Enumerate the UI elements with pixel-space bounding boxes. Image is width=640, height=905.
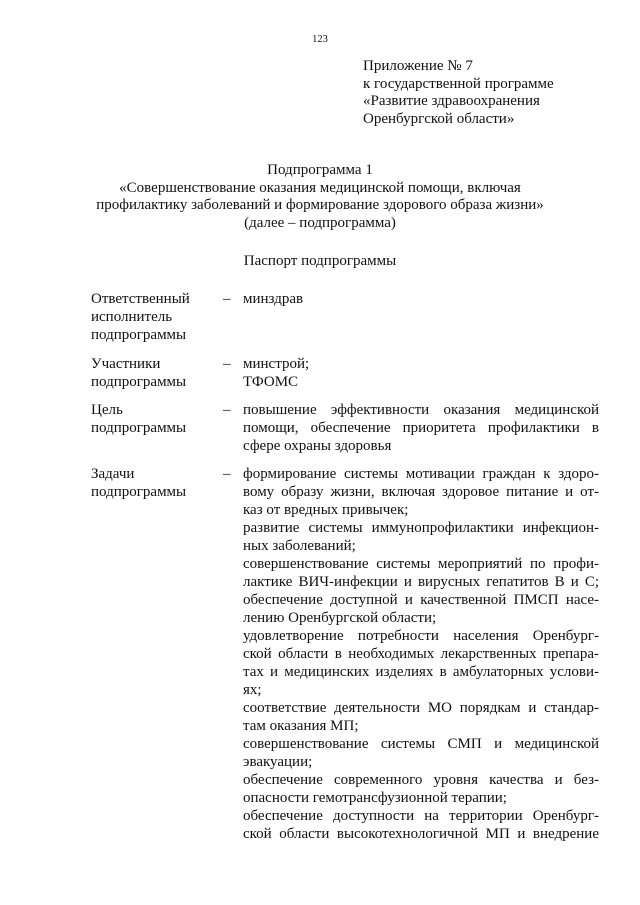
value-line: эвакуации;: [243, 754, 313, 770]
label-line: Цель: [91, 402, 123, 418]
row-value: [243, 465, 599, 843]
label-line: подпрограммы: [91, 327, 187, 343]
row-value: [243, 401, 599, 455]
value-line: минстрой;: [243, 356, 310, 372]
row-label: [91, 355, 221, 391]
value-line: обеспечение современного уровня качества и без-: [243, 772, 599, 788]
value-line: тах и медицинских изделиях в амбулаторных услови-: [243, 664, 599, 680]
value-line: сфере охраны здоровья: [243, 438, 392, 454]
value-line: развитие системы иммунопрофилактики инфекцион-: [243, 520, 599, 536]
value-line: обеспечение доступной и качественной ПМСП насе-: [243, 592, 599, 608]
appendix-line: Оренбургской области»: [363, 110, 515, 127]
value-line: ях;: [243, 682, 262, 698]
row-dash: –: [223, 291, 231, 307]
value-line: там оказания МП;: [243, 718, 359, 734]
row-label: [91, 401, 221, 437]
label-line: Ответственный: [91, 291, 190, 307]
value-line: ской области высокотехнологичной МП и внедрение: [243, 826, 599, 842]
value-line: лактике ВИЧ-инфекции и вирусных гепатитов В и С;: [243, 574, 599, 590]
row-value: [243, 355, 599, 391]
row-label: [91, 465, 221, 501]
value-line: удовлетворение потребности населения Оренбург-: [243, 628, 599, 644]
row-dash: –: [223, 402, 231, 418]
title-line: (далее – подпрограмма): [244, 214, 396, 231]
title-line: профилактику заболеваний и формирование здорового образа жизни»: [96, 197, 544, 213]
appendix-line: к государственной программе: [363, 75, 554, 92]
value-line: вому образу жизни, включая здоровое питание и от-: [243, 484, 599, 500]
title-line: «Совершенствование оказания медицинской помощи, включая: [119, 179, 521, 196]
value-line: совершенствование системы СМП и медицинской: [243, 736, 599, 752]
passport-title: Паспорт подпрограммы: [243, 253, 397, 269]
value-line: обеспечение доступности на территории Оренбург-: [243, 808, 599, 824]
value-line: минздрав: [243, 291, 304, 307]
row-dash: –: [223, 356, 231, 372]
value-line: ных заболеваний;: [243, 538, 356, 554]
label-line: подпрограммы: [91, 374, 187, 390]
value-line: совершенствование системы мероприятий по профи-: [243, 556, 599, 572]
value-line: помощи, обеспечение приоритета профилактики в: [243, 420, 599, 436]
label-line: подпрограммы: [91, 484, 187, 500]
appendix-line: Приложение № 7: [363, 58, 473, 74]
value-line: соответствие деятельности МО порядкам и стандар-: [243, 700, 599, 716]
row-dash: –: [223, 466, 231, 482]
label-line: подпрограммы: [91, 420, 187, 436]
value-line: лению Оренбургской области;: [243, 610, 437, 626]
appendix-header: [363, 58, 554, 128]
title-line: Подпрограмма 1: [267, 162, 373, 178]
value-line: опасности гемотрансфузионной терапии;: [243, 790, 507, 806]
label-line: Участники: [91, 356, 161, 372]
subprogram-title: [90, 162, 550, 232]
value-line: формирование системы мотивации граждан к здоро-: [243, 466, 599, 482]
row-label: [91, 290, 221, 344]
value-line: ской области в необходимых лекарственных препара-: [243, 646, 599, 662]
row-value: [243, 290, 599, 308]
value-line: каз от вредных привычек;: [243, 502, 409, 518]
appendix-line: «Развитие здравоохранения: [363, 93, 540, 109]
label-line: исполнитель: [91, 309, 173, 325]
value-line: повышение эффективности оказания медицинской: [243, 402, 599, 418]
value-line: ТФОМС: [243, 374, 299, 390]
page-number: 123: [312, 34, 328, 45]
label-line: Задачи: [91, 466, 135, 482]
